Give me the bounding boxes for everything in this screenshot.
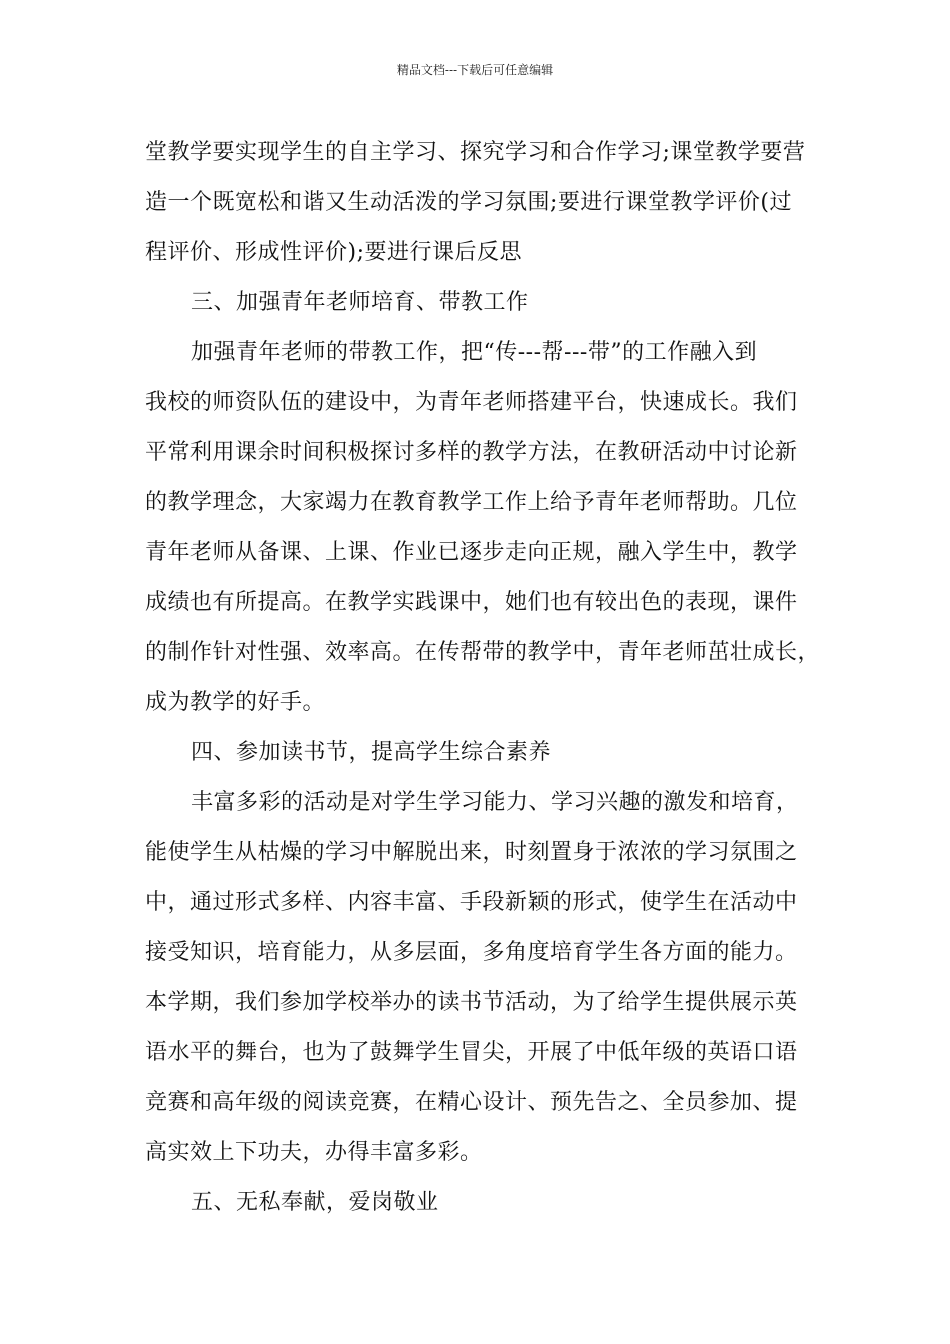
text-line: 我校的师资队伍的建设中，为青年老师搭建平台，快速成长。我们	[145, 390, 798, 415]
heading-text: 三、加强青年老师培育、带教工作	[191, 290, 529, 315]
text-line: 成绩也有所提高。在教学实践课中，她们也有较出色的表现，课件	[145, 590, 798, 615]
text-line: 丰富多彩的活动是对学生学习能力、学习兴趣的激发和培育，	[191, 790, 799, 815]
text-line: 堂教学要实现学生的自主学习、探究学习和合作学习;课堂教学要营	[145, 140, 806, 165]
text-line: 能使学生从枯燥的学习中解脱出来，时刻置身于浓浓的学习氛围之	[145, 840, 798, 865]
text-line: 本学期，我们参加学校举办的读书节活动，为了给学生提供展示英	[145, 990, 798, 1015]
paragraph-continued	[145, 128, 817, 278]
heading-text: 五、无私奉献，爱岗敬业	[191, 1190, 439, 1215]
paragraph-mentoring	[145, 328, 821, 728]
section-heading-4	[145, 728, 817, 778]
text-line: 的教学理念，大家竭力在教育教学工作上给予青年老师帮助。几位	[145, 490, 798, 515]
text-line: 的制作针对性强、效率高。在传帮带的教学中，青年老师茁壮成长，	[145, 640, 821, 665]
document-body	[145, 128, 821, 1228]
page-header: 精品文档---下载后可任意编辑	[396, 63, 554, 77]
text-line: 语水平的舞台，也为了鼓舞学生冒尖，开展了中低年级的英语口语	[145, 1040, 798, 1065]
text-line: 青年老师从备课、上课、作业已逐步走向正规，融入学生中，教学	[145, 540, 798, 565]
text-line: 成为教学的好手。	[145, 690, 326, 715]
text-line: 造一个既宽松和谐又生动活泼的学习氛围;要进行课堂教学评价(过	[145, 190, 792, 215]
heading-text: 四、参加读书节，提高学生综合素养	[191, 740, 552, 765]
text-line: 加强青年老师的带教工作，把“传---帮---带”的工作融入到	[191, 340, 758, 365]
text-line: 高实效上下功夫，办得丰富多彩。	[145, 1140, 483, 1165]
text-line: 接受知识，培育能力，从多层面，多角度培育学生各方面的能力。	[145, 940, 798, 965]
text-line: 竞赛和高年级的阅读竞赛，在精心设计、预先告之、全员参加、提	[145, 1090, 798, 1115]
section-heading-3	[145, 278, 817, 328]
text-line: 中，通过形式多样、内容丰富、手段新颖的形式，使学生在活动中	[145, 890, 798, 915]
text-line: 程评价、形成性评价);要进行课后反思	[145, 240, 522, 265]
paragraph-reading-festival	[145, 778, 817, 1178]
text-line: 平常利用课余时间积极探讨多样的教学方法，在教研活动中讨论新	[145, 440, 798, 465]
section-heading-5	[145, 1178, 817, 1228]
